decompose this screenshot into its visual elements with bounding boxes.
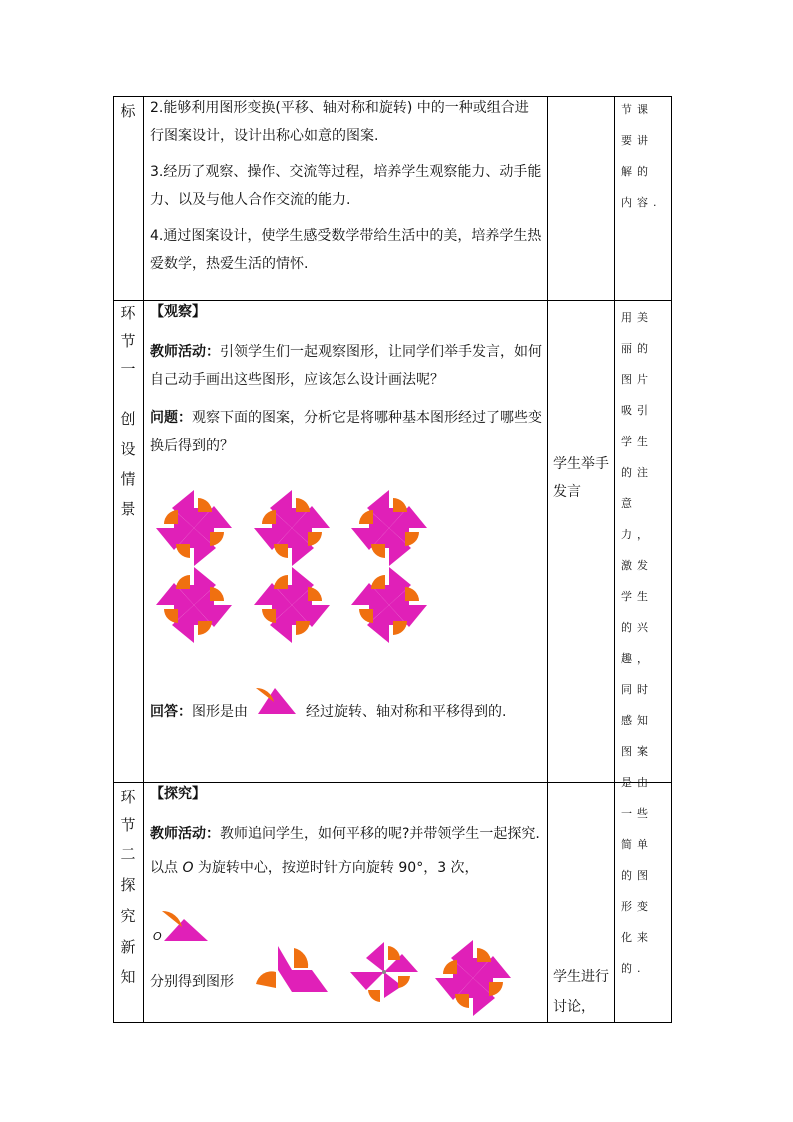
objective-2: 2.能够利用图形变换(平移、轴对称和旋转) 中的一种或组合进行图案设计，设计出称心如意的图案. [150, 100, 529, 144]
row1-note: 节课要讲解的内容. [621, 103, 662, 209]
objective-4: 4.通过图案设计，使学生感受数学带给生活中的美，培养学生热爱数学，热爱生活的情怀. [150, 228, 542, 272]
observe-heading: 【观察】 [150, 304, 206, 320]
pinwheel-5 [252, 565, 332, 645]
row3-label-char-1: 节 [120, 816, 136, 834]
rotation-instruction: 以点 O 为旋转中心，按逆时针方向旋转 90°，3 次， [150, 860, 479, 876]
col-border-3 [614, 96, 615, 1023]
row2-label-char-6: 景 [120, 500, 136, 518]
teacher-activity-text: 引领学生们一起观察图形，让同学们举手发言，如何自己动手画出这些图形，应该怎么设计画法呢？ [150, 344, 542, 388]
col-border-2 [547, 96, 548, 1023]
row3-label-char-3: 探 [120, 876, 136, 894]
explore-section [150, 780, 542, 882]
row2-note: 用美丽的图片吸引学生的注意力，激发学生的兴趣，同时感知图案是由一些简单的图形变化来的. [621, 311, 653, 975]
row2-student-activity: 学生举手发言 [553, 456, 609, 500]
point-o-label: O [153, 930, 162, 943]
answer-suffix: 经过旋转、轴对称和平移得到的. [306, 704, 507, 720]
teacher-activity-label: 教师活动： [150, 344, 220, 360]
objective-3: 3.经历了观察、操作、交流等过程，培养学生观察能力、动手能力、以及与他人合作交流的能力. [150, 164, 542, 208]
row3-label-char-4: 究 [120, 907, 136, 925]
row2-label-char-0: 环 [120, 304, 136, 322]
pinwheel-4 [154, 565, 234, 645]
row3-label-char-0: 环 [120, 788, 136, 806]
table-bottom-border [113, 1022, 672, 1023]
pinwheel-2 [252, 488, 332, 568]
col-border-1 [143, 96, 144, 1023]
answer-prefix: 图形是由 [192, 704, 248, 720]
question-text: 观察下面的图案，分析它是将哪种基本图形经过了哪些变换后得到的？ [150, 410, 542, 454]
teacher-activity-label-2: 教师活动： [150, 826, 220, 842]
basic-shape-with-o [156, 905, 216, 945]
row2-label-char-3: 创 [120, 410, 136, 428]
teacher-activity-text-2: 教师追问学生，如何平移的呢?并带领学生一起探究. [220, 826, 540, 842]
question-label: 问题： [150, 410, 192, 426]
result-text: 分别得到图形 [150, 974, 234, 990]
pinwheel-6 [349, 565, 429, 645]
teacher-activity-1 [150, 338, 542, 394]
explore-heading: 【探究】 [150, 786, 206, 802]
row3-student-activity: 学生进行讨论， [553, 969, 609, 1015]
rotation-result-3 [433, 938, 509, 1002]
row2-label-char-4: 设 [120, 440, 136, 458]
rotation-point-label: O [182, 860, 194, 876]
pinwheel-1 [154, 488, 234, 568]
row2-label-char-5: 情 [120, 470, 136, 488]
objectives-text [150, 94, 542, 278]
row3-label-char-5: 新 [120, 938, 136, 956]
row1-label-char: 标 [120, 102, 136, 120]
pinwheel-3 [349, 488, 429, 568]
row3-label-char-2: 二 [120, 845, 136, 863]
observe-section [150, 298, 542, 460]
answer-line [150, 698, 542, 726]
question-paragraph [150, 404, 542, 460]
basic-shape-answer [250, 682, 300, 718]
row2-label-char-1: 节 [120, 332, 136, 350]
row3-label-char-6: 知 [120, 968, 136, 986]
rotation-result-2 [346, 940, 422, 1004]
row2-label-char-2: 一 [120, 360, 136, 378]
col-border-4 [671, 96, 672, 1023]
rotation-result-1 [254, 944, 330, 996]
teacher-activity-2 [150, 820, 542, 848]
answer-label: 回答： [150, 704, 192, 720]
